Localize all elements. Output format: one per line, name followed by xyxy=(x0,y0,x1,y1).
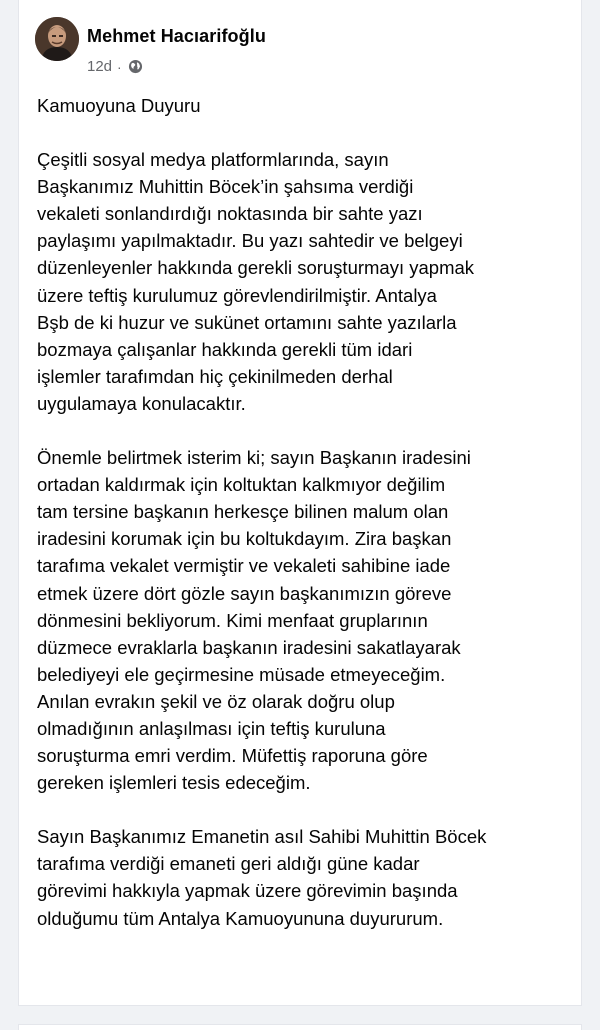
post-paragraph: Sayın Başkanımız Emanetin asıl Sahibi Muhittin Böcek tarafıma verdiği emaneti geri aldığı güne kadar görevimi hakkıyla yapmak üzere görevimin başında olduğumu tüm Antalya Kamuoyununa duyururum. xyxy=(37,826,487,929)
meta-separator: · xyxy=(117,58,122,75)
globe-icon[interactable] xyxy=(128,59,143,74)
post-header xyxy=(35,17,565,77)
next-post-card-edge xyxy=(18,1024,582,1030)
post-card xyxy=(18,0,582,1006)
post-body xyxy=(37,92,577,932)
post-paragraph: Önemle belirtmek isterim ki; sayın Başkanın iradesini ortadan kaldırmak için koltuktan kalkmıyor değilim tam tersine başkanın herkesçe bilinen malum olan iradesini korumak için bu koltukdayım. Zira başkan tarafıma vekalet vermiştir ve vekaleti sahibine iade etmek üzere dört gözle sayın başkanımızın göreve dönmesini bekliyorum. Kimi menfaat gruplarının düzmece evraklarla başkanın iradesini sakatlayarak belediyeyi ele geçirmesine müsade etmeyeceğim. Anılan evrakın şekil ve öz olarak doğru olup olmadığının anlaşılması için teftiş kuruluna soruşturma emri verdim. Müfettiş raporuna göre gereken işlemleri tesis edeceğim. xyxy=(37,447,471,794)
post-timestamp[interactable]: 12d xyxy=(87,58,113,75)
post-meta xyxy=(87,58,143,75)
author-name[interactable]: Mehmet Hacıarifoğlu xyxy=(87,26,266,46)
post-title: Kamuoyuna Duyuru xyxy=(37,95,201,116)
avatar-photo xyxy=(35,17,79,61)
post-paragraph: Çeşitli sosyal medya platformlarında, sayın Başkanımız Muhittin Böcek’in şahsıma verdiği vekaleti sonlandırdığı noktasında bir sahte yazı paylaşımı yapılmaktadır. Bu yazı sahtedir ve belgeyi düzenleyenler hakkında gerekli soruşturmayı yapmak üzere teftiş kurulumuz görevlendirilmiştir. Antalya Bşb de ki huzur ve sukünet ortamını sahte yazılarla bozmaya çalışanlar hakkında gerekli tüm idari işlemler tarafımdan hiç çekinilmeden derhal uygulamaya konulacaktır. xyxy=(37,149,475,414)
author-avatar[interactable] xyxy=(35,17,79,61)
